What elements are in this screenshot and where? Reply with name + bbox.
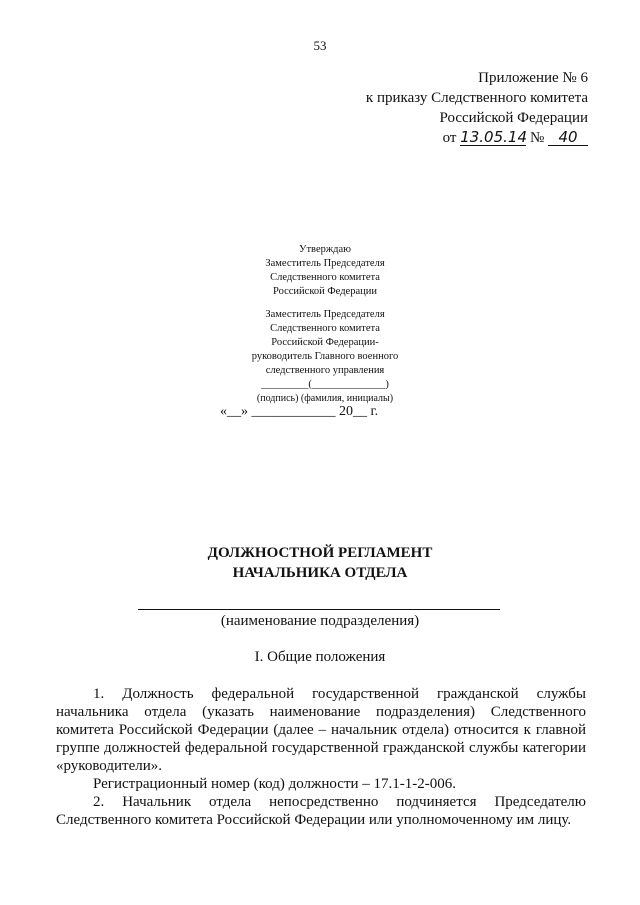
title-line-2: НАЧАЛЬНИКА ОТДЕЛА: [232, 565, 408, 581]
approval-line: следственного управления: [265, 365, 385, 376]
paragraph: 1. Должность федеральной государственной гражданской службы начальника отдела (указать наименование подразделения) Следственного комитета Российской Федерации (далее – начальник отдела) относится к главной группе должностей федеральной государственной гражданской службы категории «руководители».: [56, 686, 586, 774]
approval-date-line: «__» ____________ 20__ г.: [220, 404, 379, 419]
paragraph: Регистрационный номер (код) должности – 17.1-1-2-006.: [93, 776, 457, 792]
appendix-title: Приложение № 6: [478, 70, 588, 86]
unit-caption: (наименование подразделения): [220, 613, 420, 629]
appendix-order-ref: к приказу Следственного комитета: [365, 90, 588, 106]
approval-line: Российской Федерации: [273, 286, 377, 297]
approval-block: [160, 243, 490, 406]
number-prefix: №: [529, 130, 545, 146]
page-number: 53: [313, 38, 327, 53]
title-line-1: ДОЛЖНОСТНОЙ РЕГЛАМЕНТ: [207, 545, 433, 561]
approval-line: руководитель Главного военного: [251, 351, 399, 362]
appendix-block: [366, 68, 588, 148]
approval-line: Следственного комитета: [270, 272, 380, 283]
date-prefix: от: [442, 130, 457, 146]
signature-line: _________(______________): [261, 379, 389, 390]
approval-line: Следственного комитета: [270, 323, 380, 334]
approval-line: Российской Федерации-: [271, 337, 379, 348]
approval-heading: Утверждаю: [299, 244, 351, 255]
document-title: [0, 543, 640, 583]
appendix-date-number: [366, 128, 588, 148]
paragraph: 2. Начальник отдела непосредственно подчиняется Председателю Следственного комитета Российской Федерации или уполномоченному им лицу.: [56, 794, 586, 828]
approval-line: Заместитель Председателя: [265, 309, 385, 320]
unit-name-underline: [138, 609, 500, 610]
order-number: 40: [548, 129, 588, 146]
appendix-org: Российской Федерации: [439, 110, 588, 126]
document-body: [56, 685, 586, 829]
order-date: 13.05.14: [460, 128, 527, 146]
section-heading: I. Общие положения: [254, 649, 386, 665]
signature-labels: (подпись) (фамилия, инициалы): [256, 393, 394, 404]
approval-line: Заместитель Председателя: [265, 258, 385, 269]
